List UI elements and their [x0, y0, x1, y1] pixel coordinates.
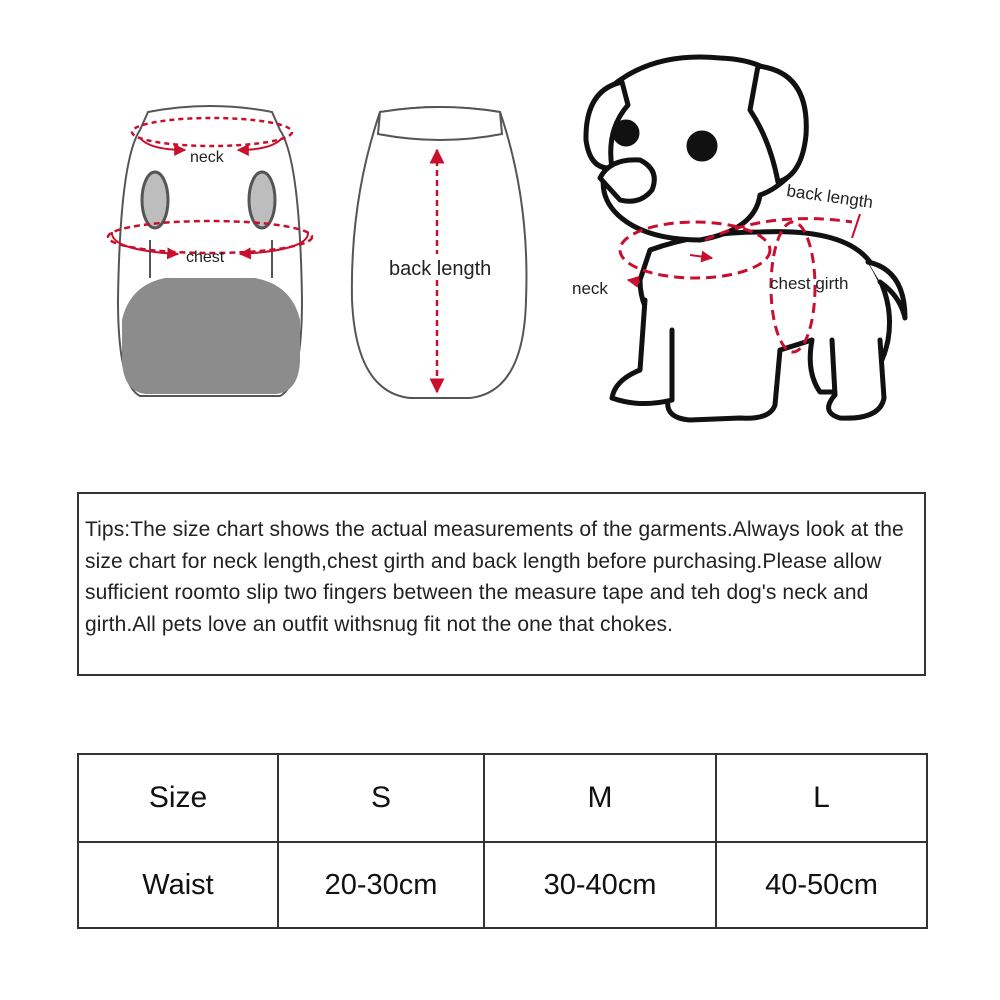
front-garment-diagram [108, 106, 312, 396]
back-garment-outline [352, 107, 527, 398]
size-table-row [78, 842, 927, 928]
back-length-label: back length [389, 258, 492, 280]
size-table [77, 753, 928, 929]
front-right-leg-hole [249, 172, 275, 228]
dog-chest-girth-label: chest girth [770, 274, 849, 293]
size-header-s: S [278, 754, 484, 842]
size-header-m: M [484, 754, 716, 842]
waist-s-value: 20-30cm [278, 842, 484, 928]
front-neck-label: neck [190, 149, 224, 166]
dog-diagram [586, 57, 905, 420]
tips-box [77, 492, 926, 676]
back-garment-diagram [352, 107, 527, 398]
size-header-l: L [716, 754, 927, 842]
waist-l-value: 40-50cm [716, 842, 927, 928]
front-chest-label: chest [186, 249, 225, 266]
size-table-header-row [78, 754, 927, 842]
front-left-leg-hole [142, 172, 168, 228]
dog-back-length-label: back length [785, 181, 875, 213]
size-header-label: Size [78, 754, 278, 842]
dog-eye-left [615, 122, 637, 144]
waist-label: Waist [78, 842, 278, 928]
front-garment-belly-panel [122, 278, 300, 394]
dog-eye-right [689, 133, 715, 159]
back-garment-collar [378, 107, 502, 140]
waist-m-value: 30-40cm [484, 842, 716, 928]
tips-text: Tips:The size chart shows the actual measurements of the garments.Always look at the size chart for neck length,chest girth and back length before purchasing.Please allow sufficient roomto slip two fingers between the measure tape and teh dog's neck and girth.All pets love an outfit withsnug fit not the one that chokes. [85, 518, 904, 636]
dog-neck-label: neck [572, 279, 608, 298]
measurement-illustrations [0, 0, 1000, 470]
dog-back-leg [829, 340, 884, 418]
